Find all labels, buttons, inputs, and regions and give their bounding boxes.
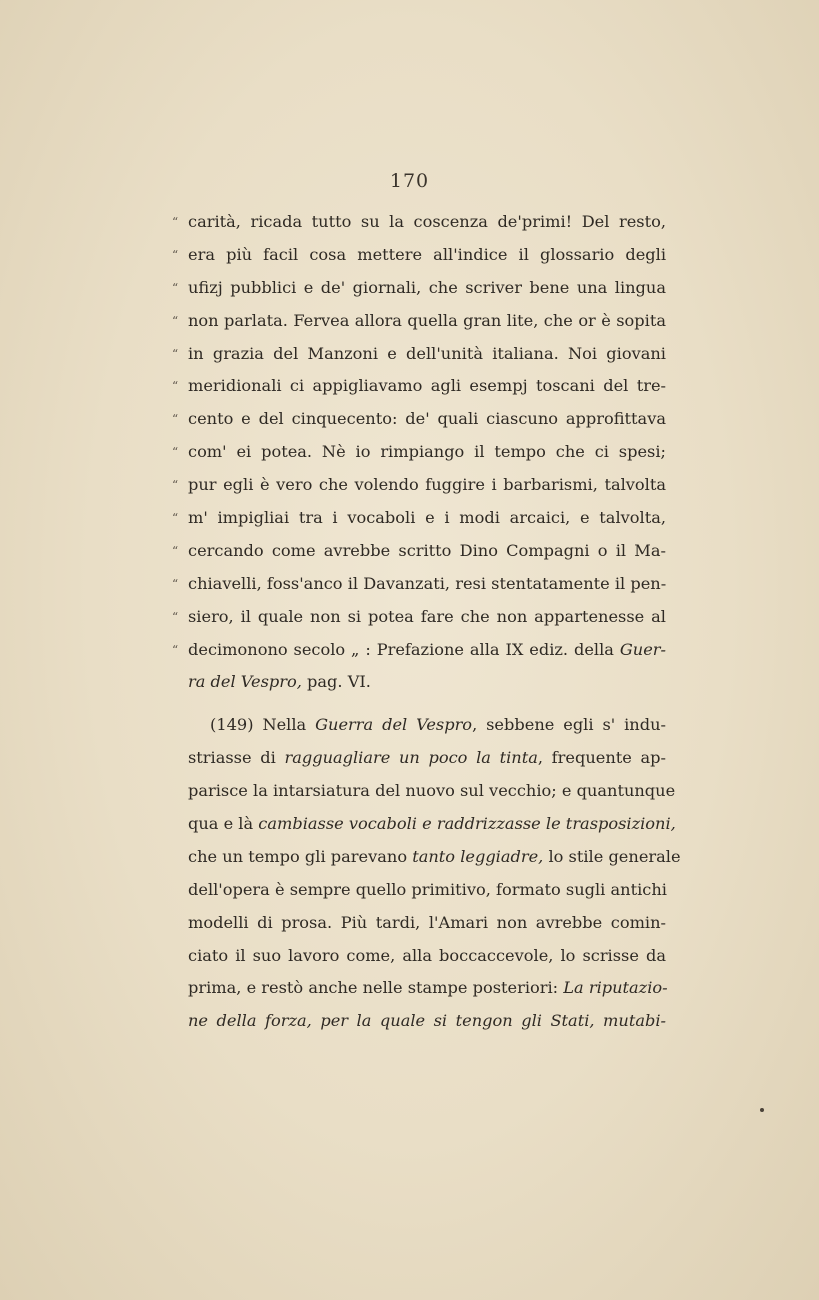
text-line — [172, 436, 666, 469]
quote-mark: “ — [172, 576, 179, 591]
quote-mark: “ — [172, 412, 179, 427]
line-text-italic: Guer- — [619, 639, 666, 659]
text-line — [172, 370, 666, 403]
line-text: siero, il quale non si potea fare che non appartenesse al — [188, 606, 666, 626]
text-line — [188, 1005, 666, 1038]
text-line — [188, 841, 681, 874]
text-block — [172, 206, 681, 1038]
line-text-italic: cambiasse vocaboli e raddrizzasse le trasposizioni, — [258, 814, 676, 834]
quote-mark: “ — [172, 313, 179, 328]
line-text: com' ei potea. Nè io rimpiango il tempo che ci spesi; — [188, 442, 666, 462]
line-text: striasse di — [188, 748, 285, 768]
text-line — [188, 709, 666, 742]
text-line: ciato il suo lavoro come, alla boccaccevole, lo scrisse da — [188, 945, 666, 965]
line-text: ufizj pubblici e de' giornali, che scriver bene una lingua — [188, 277, 666, 297]
line-text-italic: ra del Vespro, — [188, 672, 302, 692]
line-text: qua e là — [188, 814, 259, 834]
quote-mark: “ — [172, 445, 179, 460]
line-text: (149) Nella — [210, 715, 316, 735]
text-line — [188, 742, 666, 775]
text-line — [172, 601, 666, 634]
line-text: in grazia del Manzoni e dell'unità italiana. Noi giovani — [188, 343, 666, 363]
text-line: parisce la intarsiatura del nuovo sul vecchio; e quantunque — [188, 781, 676, 801]
text-line — [172, 305, 666, 338]
quote-mark: “ — [172, 215, 179, 229]
quote-mark: “ — [172, 379, 179, 394]
line-text-italic: Guerra del Vespro — [315, 715, 473, 735]
text-line — [188, 972, 666, 1005]
line-text: meridionali ci appigliavamo agli esempj toscani del tre- — [188, 376, 666, 396]
quoted-passage — [172, 206, 667, 634]
page-number: 170 — [389, 170, 430, 192]
quote-mark: “ — [172, 543, 179, 558]
text-line — [188, 666, 666, 699]
line-text: m' impigliai tra i vocaboli e i modi arcaici, e talvolta, — [188, 508, 666, 528]
quote-mark: “ — [172, 478, 179, 493]
text-line: modelli di prosa. Più tardi, l'Amari non avrebbe comin- — [188, 912, 666, 932]
quote-mark: “ — [172, 346, 179, 361]
quote-mark: “ — [172, 511, 179, 526]
text-line — [172, 634, 666, 667]
text-line — [172, 568, 667, 601]
line-text: , frequente ap- — [537, 748, 667, 768]
line-text: che un tempo gli parevano — [188, 846, 413, 866]
text-line: dell'opera è sempre quello primitivo, formato sugli antichi — [188, 879, 667, 899]
text-line — [172, 272, 666, 305]
line-text: lo stile generale — [543, 846, 681, 866]
line-text: non parlata. Fervea allora quella gran lite, che or è sopita — [188, 310, 666, 330]
line-text: pag. VI. — [301, 672, 371, 692]
line-text-italic: ragguagliare un poco la tinta — [284, 748, 538, 768]
text-line — [172, 239, 666, 272]
quote-mark: “ — [172, 247, 179, 262]
text-line — [172, 469, 666, 502]
line-text: prima, e restò anche nelle stampe posteriori: — [188, 978, 564, 998]
line-text-italic: tanto leggiadre, — [412, 846, 544, 866]
quote-mark: “ — [172, 280, 179, 295]
line-text-italic: La riputazio- — [563, 978, 668, 998]
line-text: cercando come avrebbe scritto Dino Compagni o il Ma- — [188, 540, 666, 560]
line-text: cento e del cinquecento: de' quali ciascuno approfittava — [188, 409, 666, 429]
ink-speck — [760, 1108, 764, 1112]
line-text: chiavelli, foss'anco il Davanzati, resi stentatamente il pen- — [188, 573, 667, 593]
text-line — [172, 403, 666, 436]
line-text-italic: ne della forza, per la quale si tengon gli Stati, mutabi- — [188, 1011, 666, 1031]
quote-mark: “ — [172, 609, 179, 624]
line-text: era più facil cosa mettere all'indice il glossario degli — [188, 244, 666, 264]
line-text: carità, ricada tutto su la coscenza de'primi! Del resto, — [188, 212, 666, 231]
text-line — [188, 808, 676, 841]
quote-mark: “ — [172, 642, 179, 657]
text-line — [172, 206, 666, 239]
text-line — [172, 338, 666, 371]
text-line — [172, 535, 666, 568]
paragraph-149 — [188, 709, 681, 1038]
line-text: pur egli è vero che volendo fuggire i barbarismi, talvolta — [188, 475, 666, 495]
line-text: decimonono secolo „ : Prefazione alla IX ediz. della — [188, 639, 620, 659]
text-line — [172, 502, 666, 535]
line-text: , sebbene egli s' indu- — [472, 715, 666, 735]
